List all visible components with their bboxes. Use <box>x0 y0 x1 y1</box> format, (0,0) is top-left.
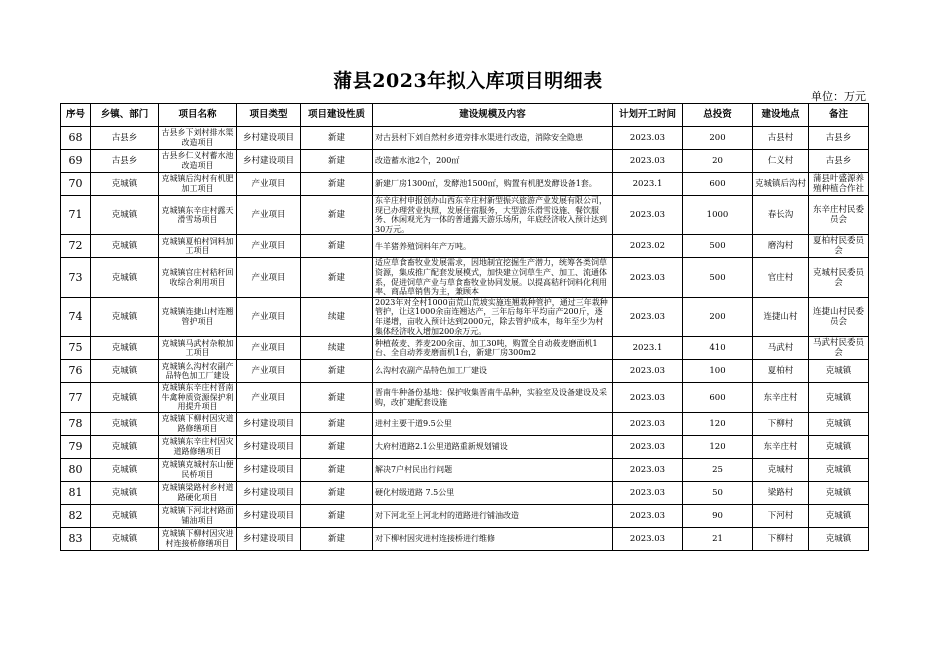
cell-content: 对下河北至上河北村的道路进行铺油改造 <box>373 504 613 527</box>
cell-seq: 79 <box>61 435 91 458</box>
cell-town: 克城镇 <box>91 412 159 435</box>
cell-town: 克城镇 <box>91 504 159 527</box>
cell-town: 克城镇 <box>91 435 159 458</box>
cell-investment: 50 <box>683 481 753 504</box>
table-row <box>61 196 869 235</box>
cell-type: 乡村建设项目 <box>237 435 301 458</box>
cell-project-name: 克城镇东辛庄村因灾道路修缮项目 <box>159 435 237 458</box>
cell-seq: 68 <box>61 127 91 150</box>
cell-investment: 25 <box>683 458 753 481</box>
cell-nature: 新建 <box>301 150 373 173</box>
cell-location: 下河村 <box>753 504 809 527</box>
cell-start: 2023.02 <box>613 235 683 258</box>
cell-location: 梁路村 <box>753 481 809 504</box>
cell-nature: 续建 <box>301 337 373 360</box>
cell-location: 东辛庄村 <box>753 383 809 413</box>
cell-content: 东辛庄村申报创办山西东辛庄村新型振兴旅游产业发展有限公司，现已办理营业执照，发展住宿服务，大型游乐滑雪设施、餐饮服务、休闲观光为一体的普通露天游乐场所，年底经济收入预计达到30万元。 <box>373 196 613 235</box>
cell-project-name: 克城镇梁路村乡村道路硬化项目 <box>159 481 237 504</box>
cell-seq: 75 <box>61 337 91 360</box>
cell-nature: 新建 <box>301 196 373 235</box>
table-row <box>61 258 869 297</box>
table-row <box>61 458 869 481</box>
cell-town: 克城镇 <box>91 235 159 258</box>
cell-seq: 77 <box>61 383 91 413</box>
cell-content: 对下柳村因灾进村连接桥进行维修 <box>373 527 613 550</box>
cell-location: 夏柏村 <box>753 360 809 383</box>
cell-town: 克城镇 <box>91 196 159 235</box>
cell-type: 乡村建设项目 <box>237 150 301 173</box>
table-row <box>61 235 869 258</box>
cell-type: 乡村建设项目 <box>237 127 301 150</box>
cell-nature: 新建 <box>301 412 373 435</box>
col-header: 建设地点 <box>753 104 809 127</box>
cell-content: 适应草食畜牧业发展需求，因地制宜挖掘生产潜力，统筹各类饲草资源，集成推广配套发展模式，加快建立饲草生产、加工、流通体系，促进饲草产业与草食畜牧业协同发展。以提高秸秆饲料化利用率、商品草销售为主，兼顾本 <box>373 258 613 297</box>
cell-content: 进村主要干道9.5公里 <box>373 412 613 435</box>
cell-start: 2023.1 <box>613 337 683 360</box>
cell-start: 2023.03 <box>613 458 683 481</box>
cell-nature: 新建 <box>301 458 373 481</box>
cell-town: 克城镇 <box>91 458 159 481</box>
cell-start: 2023.03 <box>613 435 683 458</box>
cell-remark: 蒲县叶盛源养殖种植合作社 <box>809 173 869 196</box>
cell-town: 古县乡 <box>91 127 159 150</box>
cell-content: 解决7户村民出行问题 <box>373 458 613 481</box>
cell-project-name: 克城镇下柳村因灾道路修缮项目 <box>159 412 237 435</box>
col-header: 总投资 <box>683 104 753 127</box>
page-title: 蒲县2023年拟入库项目明细表 <box>333 70 603 92</box>
cell-seq: 74 <box>61 297 91 336</box>
cell-project-name: 克城镇连捷山村连翘管护项目 <box>159 297 237 336</box>
cell-remark: 克城镇 <box>809 435 869 458</box>
cell-content: 么沟村农副产品特色加工厂建设 <box>373 360 613 383</box>
cell-type: 乡村建设项目 <box>237 412 301 435</box>
cell-remark: 古县乡 <box>809 150 869 173</box>
cell-nature: 新建 <box>301 527 373 550</box>
cell-location: 仁义村 <box>753 150 809 173</box>
cell-project-name: 克城镇后沟村有机肥加工项目 <box>159 173 237 196</box>
cell-content: 晋南牛种备份基地：保护收集晋南牛品种，实验室及设备建设及采购，改扩建配套设施 <box>373 383 613 413</box>
table-row <box>61 412 869 435</box>
cell-remark: 克城镇 <box>809 458 869 481</box>
cell-type: 产业项目 <box>237 258 301 297</box>
cell-start: 2023.03 <box>613 196 683 235</box>
cell-seq: 81 <box>61 481 91 504</box>
cell-type: 产业项目 <box>237 360 301 383</box>
table-row <box>61 435 869 458</box>
cell-seq: 73 <box>61 258 91 297</box>
cell-project-name: 古县乡仁义村蓄水池改造项目 <box>159 150 237 173</box>
col-header: 序号 <box>61 104 91 127</box>
cell-nature: 新建 <box>301 235 373 258</box>
cell-investment: 200 <box>683 297 753 336</box>
cell-remark: 克城村民委员会 <box>809 258 869 297</box>
cell-investment: 200 <box>683 127 753 150</box>
cell-nature: 续建 <box>301 297 373 336</box>
cell-type: 产业项目 <box>237 383 301 413</box>
cell-type: 产业项目 <box>237 297 301 336</box>
cell-start: 2023.03 <box>613 127 683 150</box>
cell-town: 克城镇 <box>91 383 159 413</box>
cell-location: 磨沟村 <box>753 235 809 258</box>
cell-location: 春长沟 <box>753 196 809 235</box>
cell-seq: 78 <box>61 412 91 435</box>
cell-remark: 克城镇 <box>809 481 869 504</box>
unit-label: 单位：万元 <box>811 90 866 103</box>
cell-investment: 100 <box>683 360 753 383</box>
cell-location: 下柳村 <box>753 527 809 550</box>
col-header: 项目类型 <box>237 104 301 127</box>
cell-start: 2023.03 <box>613 258 683 297</box>
cell-location: 克城镇后沟村 <box>753 173 809 196</box>
cell-type: 乡村建设项目 <box>237 458 301 481</box>
cell-remark: 克城镇 <box>809 504 869 527</box>
table-row <box>61 297 869 336</box>
cell-remark: 马武村民委员会 <box>809 337 869 360</box>
cell-content: 大府村道路2.1公里道路重新规划铺设 <box>373 435 613 458</box>
cell-seq: 71 <box>61 196 91 235</box>
cell-town: 古县乡 <box>91 150 159 173</box>
cell-seq: 72 <box>61 235 91 258</box>
cell-nature: 新建 <box>301 383 373 413</box>
cell-start: 2023.03 <box>613 297 683 336</box>
cell-seq: 69 <box>61 150 91 173</box>
cell-remark: 东辛庄村民委员会 <box>809 196 869 235</box>
cell-investment: 20 <box>683 150 753 173</box>
cell-content: 2023年对全村1000亩荒山荒坡实施连翘栽种管护，通过三年栽种管护，让这1000余亩连翘达产，三年后每年平均亩产200斤，逐年递增，亩收入预计达到2000元，除去管护成本，每年至少为村集体经济收入增加200余万元。 <box>373 297 613 336</box>
cell-type: 乡村建设项目 <box>237 527 301 550</box>
table-row <box>61 527 869 550</box>
table-row <box>61 504 869 527</box>
table-body <box>61 127 869 551</box>
cell-content: 新建厂房1300㎡，发酵池1500㎡，购置有机肥发酵设备1套。 <box>373 173 613 196</box>
cell-remark: 夏柏村民委员会 <box>809 235 869 258</box>
cell-investment: 500 <box>683 235 753 258</box>
cell-type: 乡村建设项目 <box>237 504 301 527</box>
cell-nature: 新建 <box>301 173 373 196</box>
cell-start: 2023.03 <box>613 360 683 383</box>
cell-nature: 新建 <box>301 504 373 527</box>
cell-location: 下柳村 <box>753 412 809 435</box>
cell-nature: 新建 <box>301 127 373 150</box>
cell-content: 种植莜麦、荞麦200余亩、加工30吨，购置全自动莜麦磨面机1台、全自动荞麦磨面机1台，新建厂房300m2 <box>373 337 613 360</box>
cell-town: 克城镇 <box>91 173 159 196</box>
table-row <box>61 383 869 413</box>
cell-start: 2023.03 <box>613 481 683 504</box>
cell-project-name: 克城镇下河北村路面铺油项目 <box>159 504 237 527</box>
cell-type: 产业项目 <box>237 337 301 360</box>
col-header: 计划开工时间 <box>613 104 683 127</box>
cell-start: 2023.03 <box>613 412 683 435</box>
cell-seq: 82 <box>61 504 91 527</box>
cell-start: 2023.03 <box>613 527 683 550</box>
cell-type: 产业项目 <box>237 196 301 235</box>
cell-town: 克城镇 <box>91 297 159 336</box>
table-row <box>61 360 869 383</box>
cell-content: 对古县村下刘自然村乡道旁排水渠进行改造，消除安全隐患 <box>373 127 613 150</box>
cell-remark: 克城镇 <box>809 383 869 413</box>
cell-town: 克城镇 <box>91 258 159 297</box>
cell-location: 连捷山村 <box>753 297 809 336</box>
cell-investment: 500 <box>683 258 753 297</box>
table-row <box>61 150 869 173</box>
cell-town: 克城镇 <box>91 337 159 360</box>
cell-project-name: 克城镇下柳村因灾进村连接桥修缮项目 <box>159 527 237 550</box>
col-header: 备注 <box>809 104 869 127</box>
cell-nature: 新建 <box>301 481 373 504</box>
cell-content: 改造蓄水池2个，200㎡ <box>373 150 613 173</box>
cell-location: 马武村 <box>753 337 809 360</box>
cell-seq: 70 <box>61 173 91 196</box>
cell-type: 产业项目 <box>237 235 301 258</box>
cell-project-name: 古县乡下刘村排水渠改造项目 <box>159 127 237 150</box>
cell-investment: 410 <box>683 337 753 360</box>
cell-nature: 新建 <box>301 258 373 297</box>
cell-content: 牛羊猪养殖饲料年产万吨。 <box>373 235 613 258</box>
cell-start: 2023.03 <box>613 150 683 173</box>
project-table <box>60 103 869 551</box>
cell-project-name: 克城镇克城村东山便民桥项目 <box>159 458 237 481</box>
cell-project-name: 克城镇官庄村秸秆回收综合利用项目 <box>159 258 237 297</box>
cell-project-name: 克城镇马武村杂粮加工项目 <box>159 337 237 360</box>
cell-investment: 600 <box>683 383 753 413</box>
cell-content: 硬化村级道路 7.5公里 <box>373 481 613 504</box>
cell-type: 产业项目 <box>237 173 301 196</box>
cell-investment: 90 <box>683 504 753 527</box>
table-row <box>61 127 869 150</box>
table-row <box>61 337 869 360</box>
cell-location: 官庄村 <box>753 258 809 297</box>
cell-start: 2023.03 <box>613 383 683 413</box>
col-header: 乡镇、部门 <box>91 104 159 127</box>
cell-remark: 克城镇 <box>809 360 869 383</box>
cell-remark: 连捷山村民委员会 <box>809 297 869 336</box>
cell-investment: 600 <box>683 173 753 196</box>
col-header: 项目建设性质 <box>301 104 373 127</box>
cell-type: 乡村建设项目 <box>237 481 301 504</box>
cell-seq: 76 <box>61 360 91 383</box>
col-header: 建设规模及内容 <box>373 104 613 127</box>
cell-investment: 120 <box>683 412 753 435</box>
cell-location: 克城村 <box>753 458 809 481</box>
cell-town: 克城镇 <box>91 481 159 504</box>
cell-nature: 新建 <box>301 435 373 458</box>
col-header: 项目名称 <box>159 104 237 127</box>
cell-location: 东辛庄村 <box>753 435 809 458</box>
cell-investment: 1000 <box>683 196 753 235</box>
cell-investment: 120 <box>683 435 753 458</box>
cell-remark: 克城镇 <box>809 527 869 550</box>
table-row <box>61 481 869 504</box>
cell-project-name: 克城镇么沟村农副产品特色加工厂建设 <box>159 360 237 383</box>
header-row <box>61 104 869 127</box>
cell-project-name: 克城镇夏柏村饲料加工项目 <box>159 235 237 258</box>
cell-location: 古县村 <box>753 127 809 150</box>
cell-remark: 古县乡 <box>809 127 869 150</box>
cell-remark: 克城镇 <box>809 412 869 435</box>
cell-nature: 新建 <box>301 360 373 383</box>
cell-investment: 21 <box>683 527 753 550</box>
cell-start: 2023.03 <box>613 504 683 527</box>
cell-start: 2023.1 <box>613 173 683 196</box>
cell-project-name: 克城镇东辛庄村露天滑雪场项目 <box>159 196 237 235</box>
cell-seq: 80 <box>61 458 91 481</box>
cell-town: 克城镇 <box>91 527 159 550</box>
cell-town: 克城镇 <box>91 360 159 383</box>
cell-project-name: 克城镇东辛庄村晋南牛禽种质资源保护利用提升项目 <box>159 383 237 413</box>
cell-seq: 83 <box>61 527 91 550</box>
table-row <box>61 173 869 196</box>
